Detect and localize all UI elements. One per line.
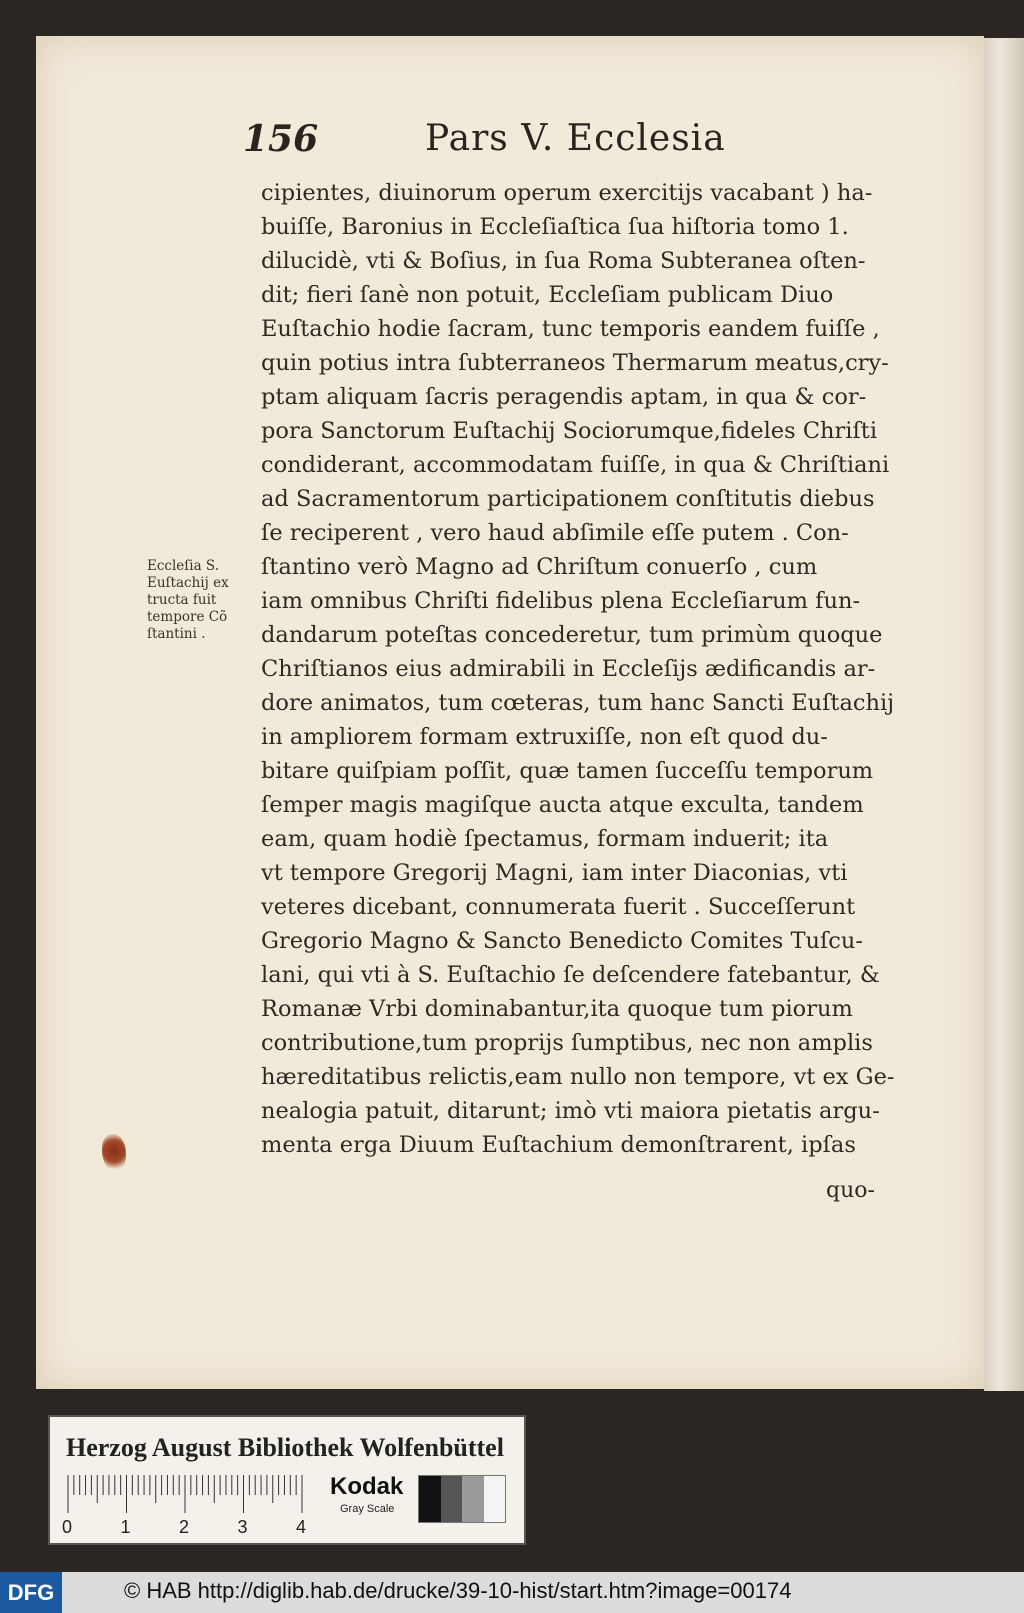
kodak-logo: Kodak [330, 1473, 404, 1500]
text-line: quin potius intra ſubterraneos Thermarum meatus,cry- [261, 350, 889, 376]
text-line: buiſſe, Baronius in Eccleſiaſtica ſua hiſtoria tomo 1. [261, 214, 849, 240]
text-line: dilucidè, vti & Boſius, in ſua Roma Subteranea oſten- [261, 248, 866, 274]
text-line: ſtantino verò Magno ad Chriſtum conuerſo , cum [261, 554, 818, 580]
marginal-note-line: ſtantini . [147, 626, 206, 642]
ruler-number: 2 [179, 1517, 190, 1537]
text-line: hæreditatibus relictis,eam nullo non tempore, vt ex Ge- [261, 1064, 895, 1090]
marginal-note-line: Eccleſia S. [147, 558, 219, 574]
gray-swatch [419, 1476, 441, 1522]
page-edge [984, 38, 1024, 1391]
color-calibration-card [48, 1415, 526, 1545]
page-number: 156 [243, 118, 319, 160]
page-header [243, 118, 803, 168]
text-line: bitare quiſpiam poſſit, quæ tamen ſucceſſu temporum [261, 758, 874, 784]
gray-swatch [441, 1476, 463, 1522]
catchword: quo- [826, 1178, 875, 1203]
gray-swatch [484, 1476, 506, 1522]
text-line: dandarum poteſtas concederetur, tum primùm quoque [261, 622, 883, 648]
text-line: Romanæ Vrbi dominabantur,ita quoque tum piorum [261, 996, 853, 1022]
ruler-scale [66, 1475, 304, 1515]
marginal-note-line: tempore Cõ [147, 609, 228, 625]
running-title: Pars V. Ecclesia [425, 118, 726, 159]
text-line: ptam aliquam ſacris peragendis aptam, in qua & cor- [261, 384, 867, 410]
ruler-number: 0 [62, 1517, 73, 1537]
text-line: Euſtachio hodie ſacram, tunc temporis eandem fuiſſe , [261, 316, 880, 342]
library-name: Herzog August Bibliothek Wolfenbüttel [66, 1433, 504, 1462]
text-line: iam omnibus Chriſti fidelibus plena Eccleſiarum fun- [261, 588, 861, 614]
gray-swatches [418, 1475, 506, 1523]
text-line: lani, qui vti à S. Euſtachio ſe deſcendere fatebantur, & [261, 962, 880, 988]
text-line: dit; fieri ſanè non potuit, Eccleſiam publicam Diuo [261, 282, 834, 308]
gray-scale-label: Gray Scale [340, 1503, 395, 1515]
text-line: Chriſtianos eius admirabili in Eccleſijs ædificandis ar- [261, 656, 876, 682]
footer-bar [0, 1572, 1024, 1613]
text-line: cipientes, diuinorum operum exercitijs vacabant ) ha- [261, 180, 873, 206]
text-line: menta erga Diuum Euſtachium demonſtrarent, ipſas [261, 1132, 856, 1158]
text-line: in ampliorem formam extruxiſſe, non eſt quod du- [261, 724, 828, 750]
text-line: ſe reciperent , vero haud abſimile eſſe putem . Con- [261, 520, 849, 546]
ink-stain [102, 1134, 126, 1172]
ruler-number: 3 [237, 1517, 248, 1537]
dfg-logo: DFG [0, 1572, 62, 1613]
gray-swatch [462, 1476, 484, 1522]
text-line: contributione,tum proprijs ſumptibus, nec non amplis [261, 1030, 873, 1056]
copyright-text: © HAB http://diglib.hab.de/drucke/39-10-hist/start.htm?image=00174 [124, 1578, 792, 1603]
ruler-number: 1 [120, 1517, 131, 1537]
text-line: condiderant, accommodatam fuiſſe, in qua & Chriſtiani [261, 452, 890, 478]
text-line: eam, quam hodiè ſpectamus, formam induerit; ita [261, 826, 829, 852]
marginal-note [147, 558, 251, 643]
text-line: ad Sacramentorum participationem conſtitutis diebus [261, 486, 875, 512]
ruler-number: 4 [296, 1517, 307, 1537]
text-line: dore animatos, tum cœteras, tum hanc Sancti Euſtachij [261, 690, 895, 716]
marginal-note-line: Euſtachij ex [147, 575, 229, 591]
body-text [261, 176, 911, 1162]
text-line: pora Sanctorum Euſtachij Sociorumque,fideles Chriſti [261, 418, 878, 444]
text-line: nealogia patuit, ditarunt; imò vti maiora pietatis argu- [261, 1098, 880, 1124]
text-line: veteres dicebant, connumerata fuerit . Succeſſerunt [261, 894, 856, 920]
marginal-note-line: tructa fuit [147, 592, 217, 608]
text-line: Gregorio Magno & Sancto Benedicto Comites Tuſcu- [261, 928, 863, 954]
text-line: vt tempore Gregorij Magni, iam inter Diaconias, vti [261, 860, 848, 886]
text-line: ſemper magis magiſque aucta atque exculta, tandem [261, 792, 864, 818]
